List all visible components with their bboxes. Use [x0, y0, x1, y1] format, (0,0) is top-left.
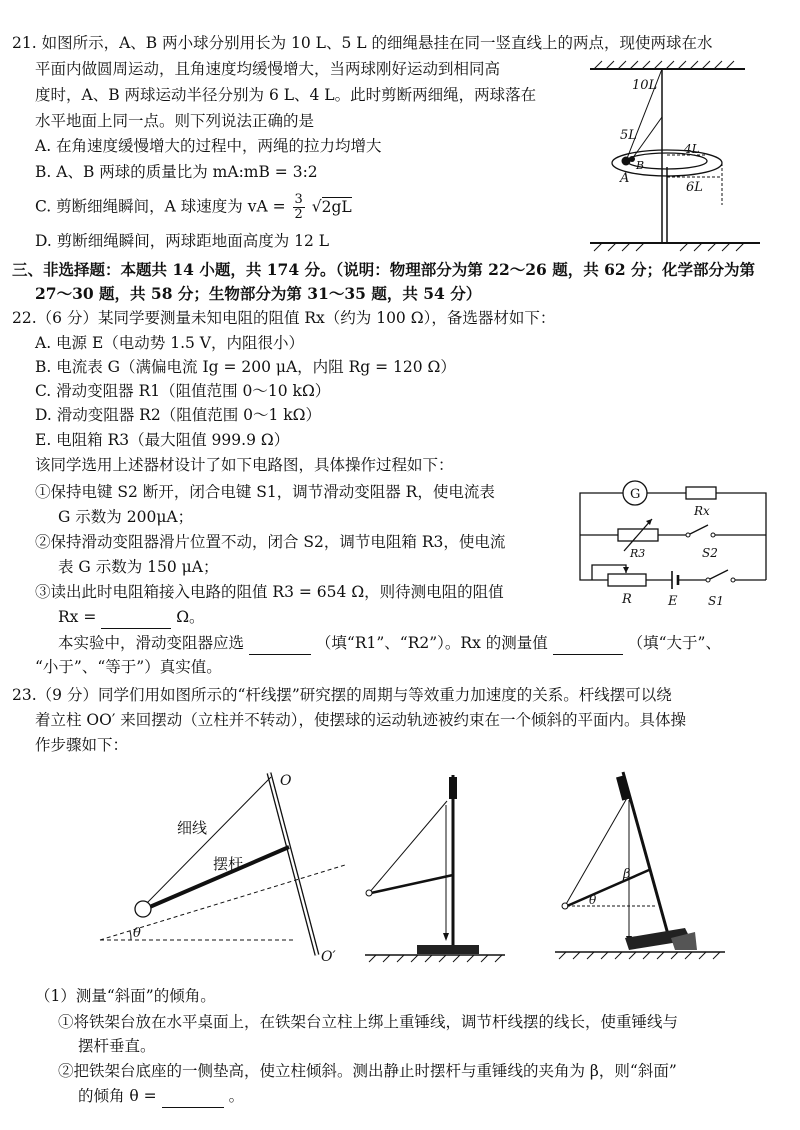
q22-rheostat-r [608, 574, 646, 586]
q23-label-thread: 细线 [177, 819, 208, 837]
q21-ball-a [622, 157, 631, 166]
q23-part1-step-2: ②把铁架台底座的一侧垫高，使立柱倾斜。测出静止时摆杆与重锤线的夹角为 β，则“斜面” [58, 1062, 677, 1080]
q21-option-c-numerator: 3 [294, 192, 303, 207]
q23-table-hatch-2 [369, 955, 502, 962]
q22-s2-contact-2 [711, 533, 715, 537]
q21-option-c-denominator: 2 [294, 207, 303, 222]
q22-circuit [568, 475, 780, 620]
q22-wire-top-right [716, 493, 766, 580]
q22-rx-label: Rx = [58, 608, 97, 626]
q23-post-inner [269, 773, 317, 955]
q21-ceiling-hatch [594, 61, 734, 69]
q23-line-3: 作步骤如下： [35, 736, 129, 754]
q21-option-b: B. A、B 两球的质量比为 mA:mB = 3:2 [35, 163, 318, 181]
q21-label-4l: 4L [684, 142, 700, 156]
q21-option-c [35, 193, 352, 222]
q22-rheostat-blank[interactable] [249, 632, 311, 655]
q23-thread [145, 777, 271, 905]
q23-stand-bob [366, 890, 372, 896]
q21-option-a: A. 在角速度缓慢增大的过程中，两绳的拉力均增大 [35, 137, 382, 155]
q22-resistor-rx [686, 487, 716, 499]
q21-option-c-root: 2gL [321, 197, 352, 216]
q21-line-4: 水平地面上同一点。则下列说法正确的是 [35, 112, 315, 130]
q23-tilt-thread [565, 798, 627, 906]
q21-label-5l: 5L [620, 128, 637, 143]
q23-bob [135, 901, 151, 917]
q23-part1-step-1-cont: 摆杆垂直。 [78, 1037, 156, 1055]
q22-choice-pre: 本实验中，滑动变阻器应选 [58, 634, 245, 652]
q22-item-d: D. 滑动变阻器 R2（阻值范围 0～1 kΩ） [35, 406, 322, 424]
q21-label-6l: 6L [686, 180, 703, 195]
q23-label-theta-3: θ [589, 893, 597, 907]
q22-wire-bottom-left [580, 535, 608, 580]
q22-label-s1: S1 [708, 594, 724, 608]
q21-label-10l: 10L [632, 78, 658, 93]
q21-line-3: 度时，A、B 两球运动半径分别为 6 L、4 L。此时剪断两细绳，两球落在 [35, 86, 537, 104]
q23-plumb-bob-icon [443, 933, 449, 941]
q22-wire-top-left [580, 493, 623, 535]
q23-table-hatch-3 [559, 952, 720, 959]
q23-figure-stand-upright [355, 765, 515, 970]
q22-choice-post: （填“大于”、 [627, 634, 721, 652]
q23-label-theta-1: θ [133, 926, 141, 941]
q21-option-c-fraction [293, 193, 305, 222]
q22-switch-s2 [688, 525, 708, 535]
q22-label-g: G [630, 487, 641, 502]
q21-option-d: D. 剪断细绳瞬间，两球距地面高度为 12 L [35, 232, 330, 250]
q22-step-3: ③读出此时电阻箱接入电路的阻值 R3 = 654 Ω，则待测电阻的阻值 [35, 583, 504, 601]
q22-item-b: B. 电流表 G（满偏电流 Ig = 200 μA，内阻 Rg = 120 Ω） [35, 358, 456, 376]
q23-theta-answer [78, 1085, 244, 1108]
q23-theta-end: 。 [228, 1087, 245, 1105]
q23-label-o: O [280, 773, 292, 789]
q22-item-e: E. 电阻箱 R3（最大阻值 999.9 Ω） [35, 431, 290, 449]
q22-rx-unit: Ω。 [176, 608, 205, 626]
q22-label-r3: R3 [630, 547, 646, 560]
q23-part1-step-1: ①将铁架台放在水平桌面上，在铁架台立柱上绑上重锤线，调节杆线摆的线长，使重锤线与 [58, 1013, 679, 1031]
q22-label-e: E [668, 594, 678, 609]
q22-rheostat-slider [592, 565, 626, 580]
q23-tilt-rod [567, 870, 649, 906]
q22-step-2-cont: 表 G 示数为 150 μA； [58, 558, 219, 576]
q23-stand-rod [371, 875, 453, 893]
q21-line-1: 21. 如图所示，A、B 两小球分别用长为 10 L、5 L 的细绳悬挂在同一竖直线上的两点，现使两球在水 [12, 34, 713, 52]
q23-angle-arc [130, 931, 131, 940]
q22-rx-blank[interactable] [101, 606, 171, 629]
q22-choice-mid: （填“R1”、“R2”）。Rx 的测量值 [315, 634, 548, 652]
q22-choice-line [58, 632, 721, 655]
q22-rx-answer [58, 606, 205, 629]
q22-choice-line-2: “小于”、“等于”）真实值。 [35, 658, 222, 676]
q23-figure-pendulum [95, 765, 350, 970]
q23-label-o-prime: O′ [321, 949, 336, 965]
q22-label-r: R [622, 592, 632, 607]
section3-line-1: 三、非选择题：本题共 14 小题，共 174 分。（说明：物理部分为第 22～26 题，共 62 分；化学部分为第 [12, 260, 756, 279]
q21-figure [580, 55, 785, 255]
q22-label-rx: Rx [694, 504, 710, 518]
q22-s1-contact-2 [731, 578, 735, 582]
sqrt-icon: √ [311, 197, 322, 216]
q22-item-a: A. 电源 E（电动势 1.5 V，内阻很小） [35, 334, 304, 352]
q22-s2-contact [686, 533, 690, 537]
q22-step-1-cont: G 示数为 200μA； [58, 508, 194, 526]
q22-measure-blank[interactable] [553, 632, 623, 655]
q21-floor-hatch [594, 243, 744, 251]
q23-stand-clamp [449, 777, 457, 799]
q23-theta-label: 的倾角 θ = [78, 1087, 157, 1105]
q22-step-2: ②保持滑动变阻器滑片位置不动，闭合 S2，调节电阻箱 R3，使电流 [35, 533, 506, 551]
q22-step-1: ①保持电键 S2 断开，闭合电键 S1，调节滑动变阻器 R，使电流表 [35, 483, 495, 501]
q22-switch-s1 [708, 570, 728, 580]
q22-item-c: C. 滑动变阻器 R1（阻值范围 0～10 kΩ） [35, 382, 331, 400]
q21-line-2: 平面内做圆周运动，且角速度均缓慢增大，当两球刚好运动到相同高 [35, 60, 501, 78]
q23-label-beta: β [623, 867, 631, 882]
q23-stand-base [417, 945, 479, 954]
q22-design: 该同学选用上述器材设计了如下电路图，具体操作过程如下： [35, 456, 454, 474]
q23-theta-blank[interactable] [162, 1085, 224, 1108]
q23-line-2: 着立柱 OO′ 来回摆动（立柱并不转动），使摆球的运动轨迹被约束在一个倾斜的平面内。具体操 [35, 711, 687, 729]
q23-label-rod: 摆杆 [213, 855, 244, 873]
section3-line-2: 27～30 题，共 58 分；生物部分为第 31～35 题，共 54 分） [35, 284, 482, 303]
q23-figure-stand-tilted [545, 760, 735, 970]
q21-label-a: A [620, 171, 630, 186]
q22-label-s2: S2 [702, 546, 718, 560]
q21-ball-b [629, 156, 635, 162]
q22-slider-arrow-icon [623, 567, 629, 573]
q23-line-1: 23.（9 分）同学们用如图所示的“杆线摆”研究摆的周期与等效重力加速度的关系。杆线摆可以绕 [12, 686, 672, 704]
q21-label-b: B [636, 159, 645, 172]
q23-part1: （1）测量“斜面”的倾角。 [35, 987, 216, 1005]
q22-intro: 22.（6 分）某同学要测量未知电阻的阻值 Rx（约为 100 Ω），备选器材如下： [12, 309, 556, 327]
q21-option-c-text: C. 剪断细绳瞬间，A 球速度为 vA = [35, 197, 286, 216]
q22-s1-contact [706, 578, 710, 582]
